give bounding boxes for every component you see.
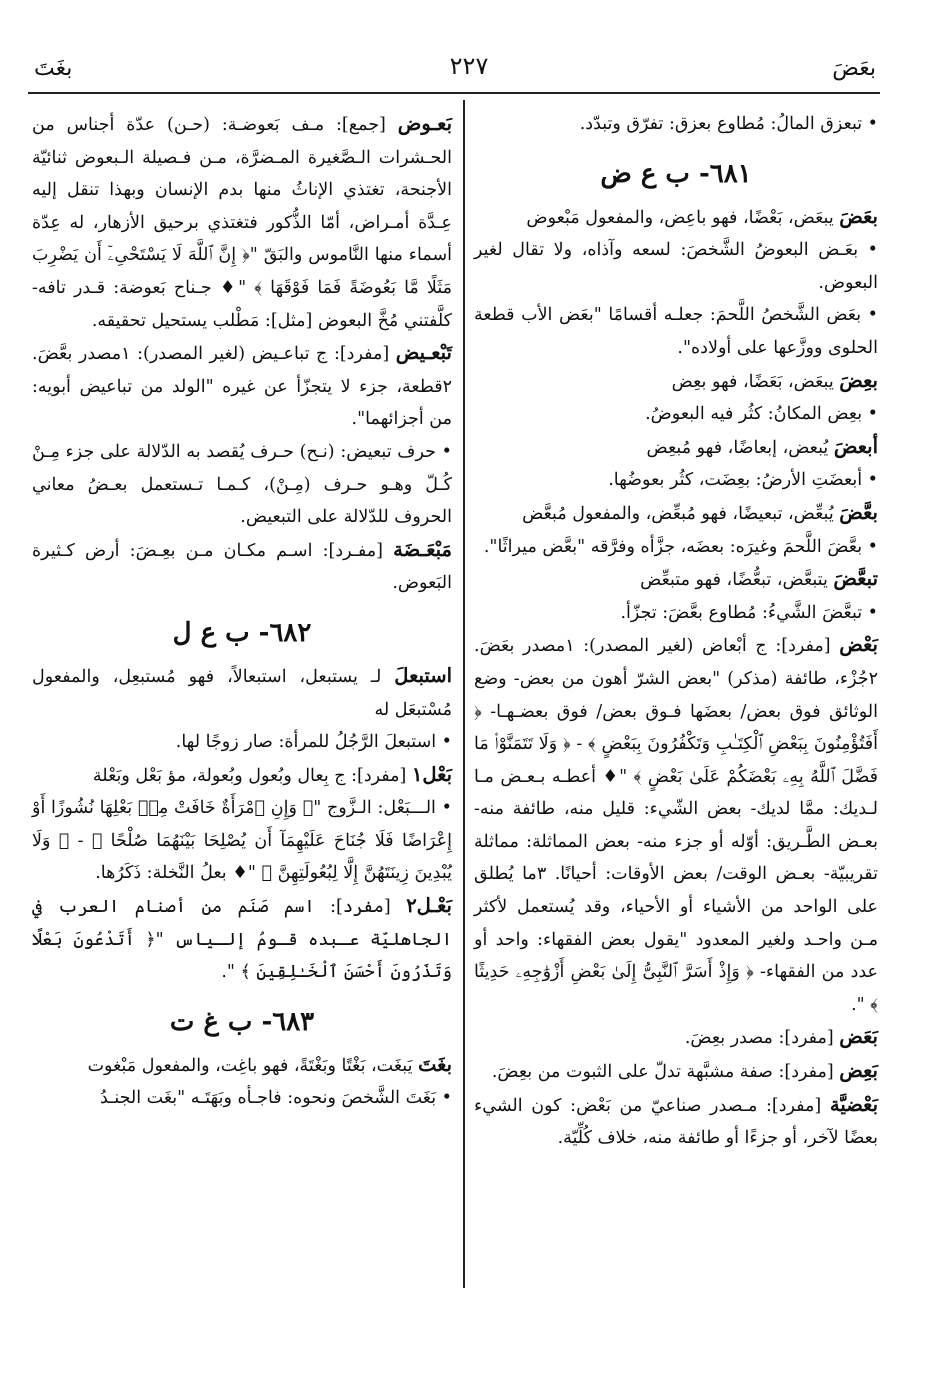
entry-headword: تَبْعـيض (395, 341, 452, 365)
dictionary-entry (474, 563, 878, 597)
entry-text: • تبعزق المالُ: مُطاوع بعزق: تفرّق وتبدّد. (579, 114, 878, 134)
running-head-right: بعَضَ (832, 56, 876, 81)
entry-headword: أبعضَ (833, 434, 878, 458)
entry-headword: بَعْـل٢ (406, 894, 452, 918)
entry-headword: بغَتَ (418, 1052, 452, 1076)
dictionary-entry (32, 1049, 452, 1083)
entry-headword: تبعَّضَ (833, 567, 878, 591)
dictionary-entry (32, 534, 452, 600)
dictionary-entry (474, 1021, 878, 1055)
dictionary-entry (32, 890, 452, 989)
column-divider (463, 100, 465, 1288)
right-column (474, 108, 878, 1155)
entry-text: • بعَّضَ اللَّحمَ وغيرَه: بعضَه، جزَّأه وفرَّقه "بعَّض ميراثًا". (483, 536, 878, 557)
entry-text: • الـــبَعْل: الـزَّوج "﴿ وَإِنِ ٱمْرَأَةٌ خَافَتْ مِنۢ بَعْلِهَا نُشُوزًا أَوْ إِعْرَاضًا فَلَا جُنَاحَ عَلَيْهِمَآ أَن يُصْلِحَا بَيْنَهُمَا صُلْحًا ﴾ - ﴿ وَلَا يُبْدِينَ زِينَتَهُنَّ إِلَّا لِبُعُولَتِهِنَّ ﴾ "♦ بعلُ النَّخلة: ذَكَرُها. (32, 798, 452, 884)
entry-text: لـ يستبعل، استبعالاً، فهو مُستبعِل، والمفعول مُسْتبعَل له (32, 666, 452, 720)
sense-line (474, 597, 878, 630)
entry-text: • بعَـض البعوضُ الشَّخصَ: لسعه وآذاه، ولا تقال لغير البعوض. (474, 240, 878, 293)
entry-text: يَبغَت، بَغْتًا وبَغْتَةً، فهو باغِت، والمفعول مَبْغوت (87, 1055, 419, 1076)
entry-text: • بعَض الشَّخصُ اللَّحمَ: جعلـه أقسامًا "بعَض الأب قطعة الحلوى ووزَّعها على أولاده". (474, 305, 878, 358)
entry-headword: بَعَض (839, 1025, 878, 1049)
entry-text: • حرف تبعيض: (نـح) حـرف يُقصد به الدّلالة على جزء مِـنْ كُـلّ وهـو حـرف (مِـنْ)، كـمـا تـستعمل بعـضُ معاني الحروف للدّلالة على التبعيض. (32, 441, 452, 528)
dictionary-entry (474, 365, 878, 399)
entry-headword: بَعـوض (397, 112, 452, 135)
sense-line (474, 108, 878, 141)
entry-headword: بَعْض (839, 633, 878, 657)
sense-line (32, 726, 452, 759)
entry-headword: بعَّضَ (839, 500, 878, 524)
entry-text: يبعَض، بَعَضًا، فهو بعِض (671, 371, 840, 392)
dictionary-entry (474, 431, 878, 465)
entry-text: يُبعِّض، تبعيضًا، فهو مُبعِّض، والمفعول مُبعَّض (522, 503, 840, 524)
entry-text: [مفرد]: اسم صَنَم من أصنام العرب في الجاهليّة عـبده قـومُ إلـياس "﴿ أَتَدْعُونَ بَعْلًا وَتَذَرُونَ أَحْسَنَ ٱلْخَـٰلِقِينَ ﴾ ". (32, 897, 452, 983)
entry-text: • بعِض المكانُ: كثُر فيه البعوضُ. (645, 404, 878, 425)
entry-text: [مفرد]: صفة مشبَّهة تدلّ على الثبوت من بعِضَ. (491, 1062, 840, 1083)
entry-text: • تبعَّضَ الشَّيءُ: مُطاوع بعَّضَ: تجزّأ. (620, 602, 878, 623)
root-heading: ٦٨٣- ب غ ت (169, 1006, 315, 1037)
sense-line (32, 792, 452, 890)
sense-line (474, 531, 878, 564)
sense-line (474, 398, 878, 431)
sense-line (474, 464, 878, 497)
entry-text: يبعَض، بَعْضًا، فهو باعِض، والمفعول مَبْعوض (526, 207, 840, 228)
dictionary-entry (32, 759, 452, 793)
sense-line (32, 1082, 452, 1115)
entry-headword: استبعلَ (394, 663, 452, 687)
sense-line (474, 234, 878, 299)
root-heading: ٦٨١- ب ع ض (600, 158, 752, 189)
dictionary-entry (474, 629, 878, 1021)
dictionary-entry (32, 660, 452, 726)
left-column (32, 108, 452, 1115)
header-rule (28, 92, 880, 94)
dictionary-entry (474, 1055, 878, 1089)
entry-text: [مفرد]: ج بِعال وبُعول وبُعولة، مؤ بَعْل وبَعْلة (92, 765, 412, 786)
dictionary-entry (474, 1089, 878, 1155)
entry-headword: مَبْعَـضَة (393, 537, 452, 561)
entry-headword: بَعِض (839, 1059, 878, 1083)
entry-text: • أبعضَتِ الأرضُ: بعِضَت، كثُر بعوضُها. (608, 470, 878, 491)
entry-text: • بَغَتَ الشَّخصَ ونحوه: فاجـأه وبَهَتَـه "بغَت الجنـدُ (100, 1088, 452, 1109)
entry-headword: بعَضَ (839, 204, 878, 228)
dictionary-entry (474, 201, 878, 235)
entry-text: [جمع]: مـف بَعوضـة: (حـن) عدّة أجناس من الحـشرات الـصَّغيرة المـضرَّة، مـن فـصيلة الـبعوض ثنائيّة الأجنحة، تغتذي الإناثُ منها بدم الإنسان وبهذا تنقل إليه عِـدَّة أمـراض، أمّا الذُّكور فتغتذي برحيق الأزهار، له عِدّة أسماء منها النَّاموس والبَقّ "﴿ إِنَّ ٱللَّهَ لَا يَسْتَحْىِۦٓ أَن يَضْرِبَ مَثَلًا مَّا بَعُوضَةً فَمَا فَوْقَهَا ﴾ "♦ جـناح بَعوضة: قـدر تافه- كلَّفتني مُخَّ البعوض [مثل]: مَطْلب يستحيل تحقيقه. (32, 115, 452, 331)
entry-text: [مفرد]: ج أبْعاض (لغير المصدر): ١مصدر بعَضَ. ٢جُزْء، طائفة (مذكر) "بعض الشرّ أهون من بعض- وضع الوثائق فوق بعض/ بعضَها فـوق بعض/ فوق بعضـهـا- ﴿ أَفَتُؤْمِنُونَ بِبَعْضِ ٱلْكِتَـٰبِ وَتَكْفُرُونَ بِبَعْضٍ ﴾ - ﴿ وَلَا تَتَمَنَّوْا۟ مَا فَضَّلَ ٱللَّهُ بِهِۦ بَعْضَكُمْ عَلَىٰ بَعْضٍ ﴾ "♦ أعطـه بـعـض مـا لـديك: ممَّا لديك- بعض الشّيء: قليل منه، طائفة منه- بعـض الطَّـريق: أوّله أو جزء منه- بعض المماثلة: مماثلة تقريبيّة- بعـض الوقت/ بعض الأوقات: أحيانًا. ٣ما يُطلق على الواحد من الأشياء أو الأحياء، وقد يُستعمل لأكثر مـن واحـد ولغير المعدود "يقول بعض الفقهاء: واحد أو عدد من الفقهاء- ﴿ وَإِذْ أَسَرَّ ٱلنَّبِىُّ إِلَىٰ بَعْضِ أَزْوَٰجِهِۦ حَدِيثًا ﴾ ". (474, 636, 878, 1015)
entry-text: [مفـرد]: اسـم مكـان مـن بعِـضَ: أرض كـثيرة البَعوض. (32, 540, 452, 594)
dictionary-entry (32, 108, 452, 337)
entry-text: يتبعَّض، تبعُّضًا، فهو متبعِّض (640, 570, 834, 591)
page-number: ٢٢٧ (449, 52, 489, 80)
entry-headword: بَعْل١ (411, 762, 452, 786)
running-head-left: بغَتَ (34, 56, 73, 81)
entry-text: • استبعلَ الرَّجُلُ للمرأة: صار زوجًا لها. (175, 732, 452, 753)
root-heading: ٦٨٢- ب ع ل (172, 617, 312, 648)
dictionary-entry (474, 497, 878, 531)
page-header (0, 0, 938, 96)
entry-text: يُبعض، إبعاضًا، فهو مُبعِض (646, 437, 834, 458)
entry-headword: بَعْضيَّة (829, 1092, 878, 1116)
dictionary-entry (32, 337, 452, 436)
entry-text: [مفرد]: مصدر بعِضَ. (684, 1028, 840, 1049)
entry-headword: بعِضَ (839, 368, 878, 392)
entry-text: [مفرد]: ج تباعـيض (لغير المصدر): ١مصدر بعَّضَ. ٢قطعة، جزء لا يتجزّأ عن غيره "الولد من تباعيض أبويه: من أجزائهما". (32, 344, 452, 430)
sense-line (32, 436, 452, 534)
sense-line (474, 299, 878, 364)
entry-text: [مفرد]: مـصدر صناعيّ من بَعْض: كون الشيء بعضًا لآخر، أو جزءًا أو طائفة منه، خلاف كُلِّيّة. (474, 1095, 878, 1149)
